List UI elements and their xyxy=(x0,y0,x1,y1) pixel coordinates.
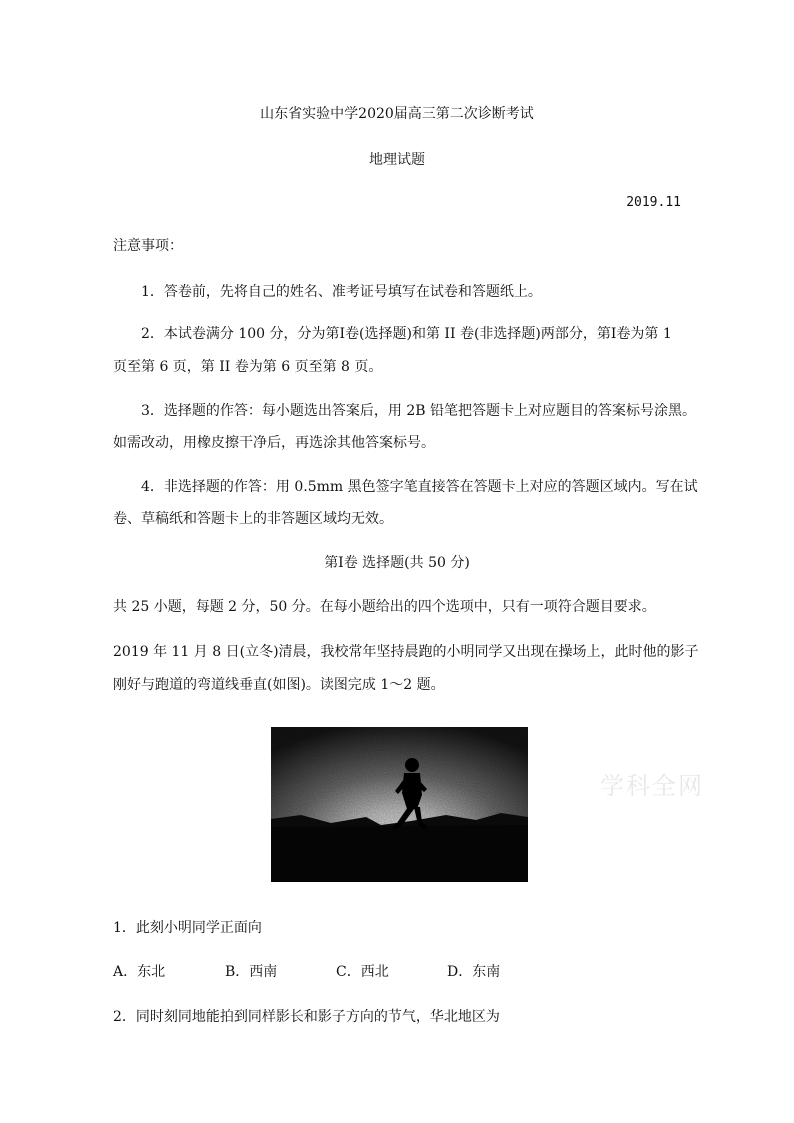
notice-item-2-line-1: 2．本试卷满分 100 分，分为第Ⅰ卷(选择题)和第 II 卷(非选择题)两部分，第Ⅰ卷为第 1 xyxy=(141,326,672,342)
notice-item-1: 1．答卷前，先将自己的姓名、准考证号填写在试卷和答题纸上。 xyxy=(141,284,542,300)
notice-heading: 注意事项： xyxy=(113,238,183,254)
context-line-2: 刚好与跑道的弯道线垂直(如图)。读图完成 1～2 题。 xyxy=(113,677,445,693)
context-line-1: 2019 年 11 月 8 日(立冬)清晨，我校常年坚持晨跑的小明同学又出现在操场上，此时他的影子 xyxy=(113,644,699,660)
section-title: 第Ⅰ卷 选择题(共 50 分) xyxy=(324,555,470,571)
question-1-option-d: D．东南 xyxy=(447,964,501,980)
exam-title: 山东省实验中学2020届高三第二次诊断考试 xyxy=(260,106,534,122)
notice-item-4-line-1: 4．非选择题的作答：用 0.5mm 黑色签字笔直接答在答题卡上对应的答题区域内。写在试 xyxy=(141,479,698,495)
notice-item-3-line-1: 3．选择题的作答：每小题选出答案后，用 2B 铅笔把答题卡上对应题目的答案标号涂黑。 xyxy=(141,403,697,419)
section-instruction: 共 25 小题，每题 2 分，50 分。在每小题给出的四个选项中，只有一项符合题目要求。 xyxy=(113,599,656,615)
question-1-option-b: B．西南 xyxy=(225,964,278,980)
notice-item-2-line-2: 页至第 6 页，第 II 卷为第 6 页至第 8 页。 xyxy=(113,359,383,375)
question-1-stem: 1．此刻小明同学正面向 xyxy=(113,920,262,936)
exam-date: 2019.11 xyxy=(626,195,681,210)
question-2-stem: 2．同时刻同地能拍到同样影长和影子方向的节气，华北地区为 xyxy=(113,1009,500,1025)
runner-silhouette-photo xyxy=(271,727,528,882)
notice-item-4-line-2: 卷、草稿纸和答题卡上的非答题区域均无效。 xyxy=(113,511,393,527)
watermark-text: 学科全网 xyxy=(600,772,704,800)
question-1-option-a: A．东北 xyxy=(113,964,166,980)
subject-title: 地理试题 xyxy=(369,152,425,168)
question-1-option-c: C．西北 xyxy=(336,964,389,980)
runner-photo-image xyxy=(271,727,528,882)
notice-item-3-line-2: 如需改动，用橡皮擦干净后，再选涂其他答案标号。 xyxy=(113,435,435,451)
